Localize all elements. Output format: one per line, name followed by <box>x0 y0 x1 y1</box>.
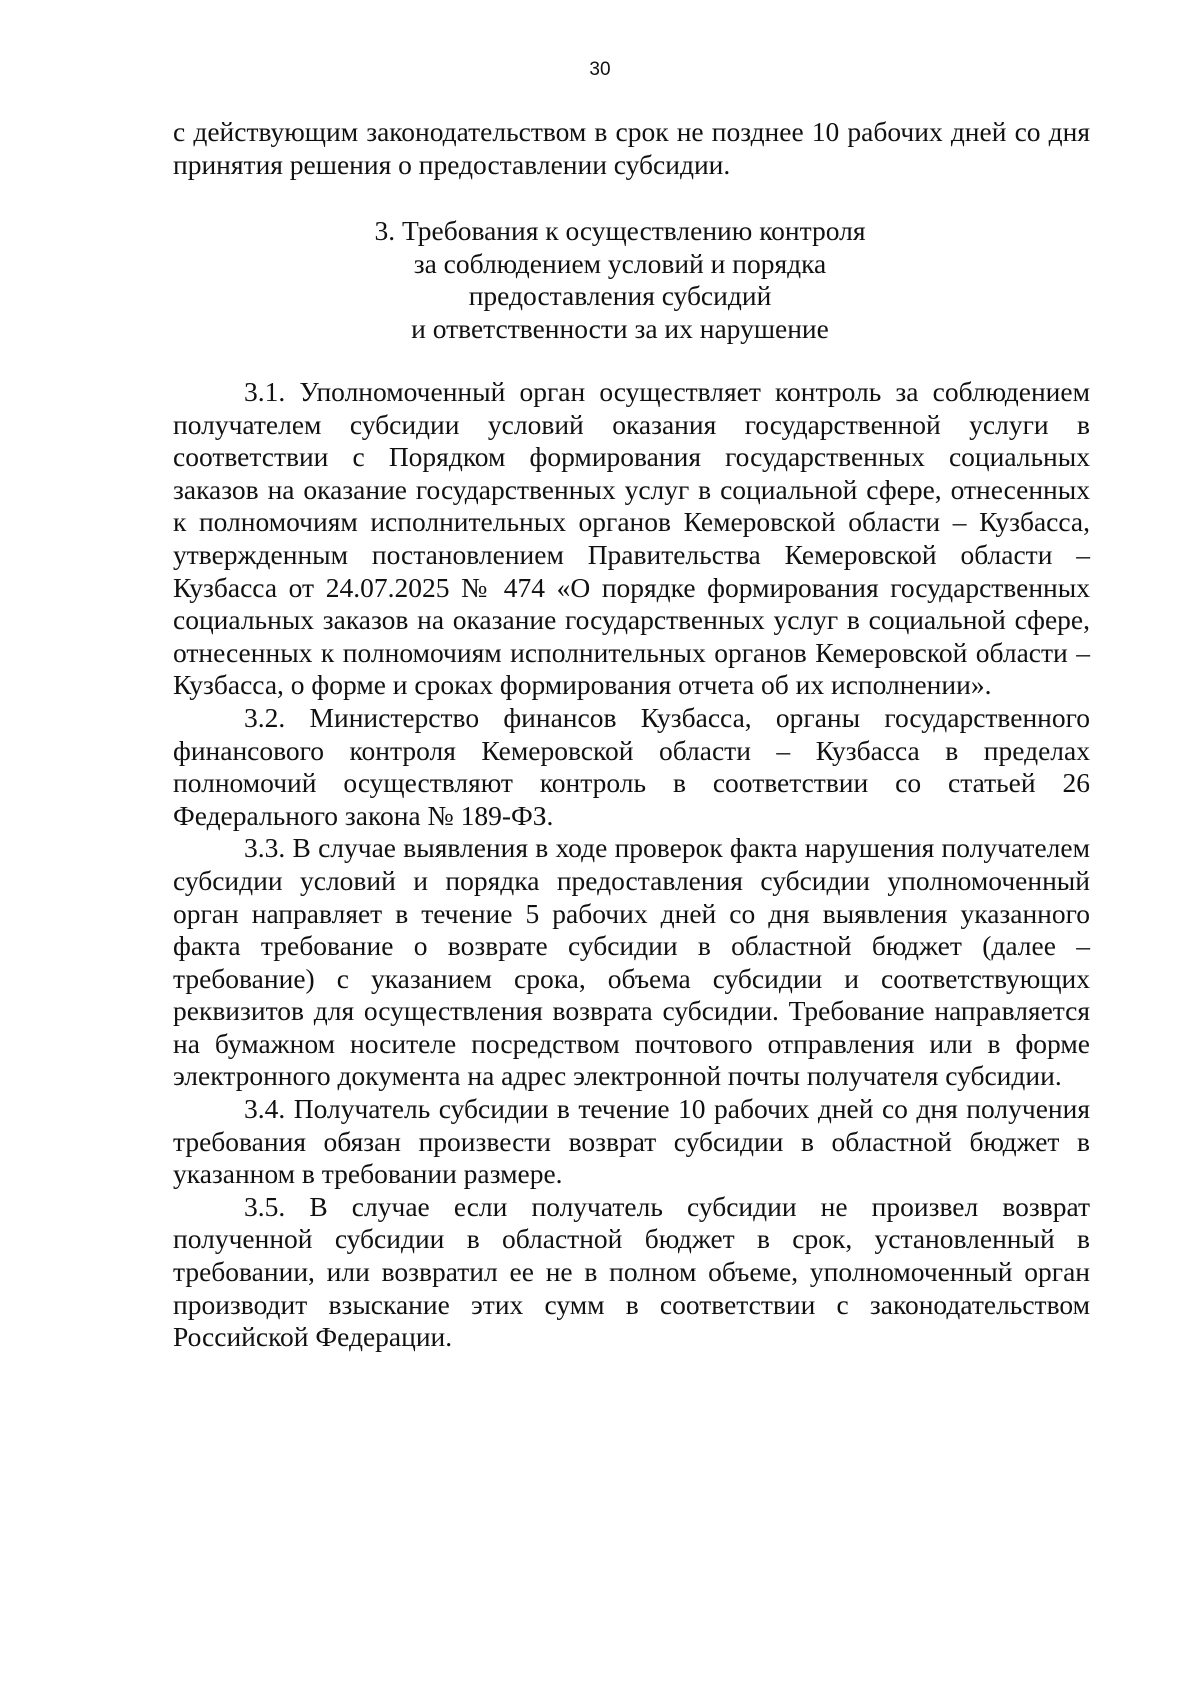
intro-text: с действующим законодательством в срок не позднее 10 рабочих дней со дня принятия решения о предоставлении субсидии. <box>173 116 1090 180</box>
section-heading <box>300 215 940 345</box>
section-heading-line: и ответственности за их нарушение <box>411 312 829 344</box>
section-item-3-5: 3.5. В случае если получатель субсидии не произвел возврат полученной субсидии в областной бюджет в срок, установленный в требовании, или возвратил ее не в полном объеме, уполномоченный орган производит взыскание этих сумм в соответствии с законодательством Российской Федерации. <box>173 1190 1090 1353</box>
section-heading-line: за соблюдением условий и порядка <box>413 247 827 279</box>
section-item-3-3: 3.3. В случае выявления в ходе проверок факта нарушения получателем субсидии условий и порядка предоставления субсидии уполномоченный орган направляет в течение 5 рабочих дней со дня выявления указанного факта требование о возврате субсидии в областной бюджет (далее – требование) с указанием срока, объема субсидии и соответствующих реквизитов для осуществления возврата субсидии. Требование направляется на бумажном носителе посредством почтового отправления или в форме электронного документа на адрес электронной почты получателя субсидии. <box>173 832 1090 1092</box>
section-item-3-1: 3.1. Уполномоченный орган осуществляет контроль за соблюдением получателем субсидии условий оказания государственной услуги в соответствии с Порядком формирования государственных социальных заказов на оказание государственных услуг в социальной сфере, отнесенных к полномочиям исполнительных органов Кемеровской области – Кузбасса, утвержденным постановлением Правительства Кемеровской области – Кузбасса от 24.07.2025 № 474 «О порядке формирования государственных социальных заказов на оказание государственных услуг в социальной сфере, отнесенных к полномочиям исполнительных органов Кемеровской области – Кузбасса, о форме и сроках формирования отчета об их исполнении». <box>173 376 1090 701</box>
section-item-3-2: 3.2. Министерство финансов Кузбасса, органы государственного финансового контроля Кемеровской области – Кузбасса в пределах полномочий осуществляют контроль в соответствии со статьей 26 Федерального закона № 189-ФЗ. <box>173 701 1090 831</box>
section-item-3-4: 3.4. Получатель субсидии в течение 10 рабочих дней со дня получения требования обязан произвести возврат субсидии в областной бюджет в указанном в требовании размере. <box>173 1093 1090 1190</box>
page-number: 30 <box>589 59 611 80</box>
section-heading-line: предоставления субсидий <box>468 280 772 312</box>
section-items <box>173 376 1090 1354</box>
continuation-paragraph <box>173 116 1090 181</box>
section-heading-line: 3. Требования к осуществлению контроля <box>374 215 866 246</box>
